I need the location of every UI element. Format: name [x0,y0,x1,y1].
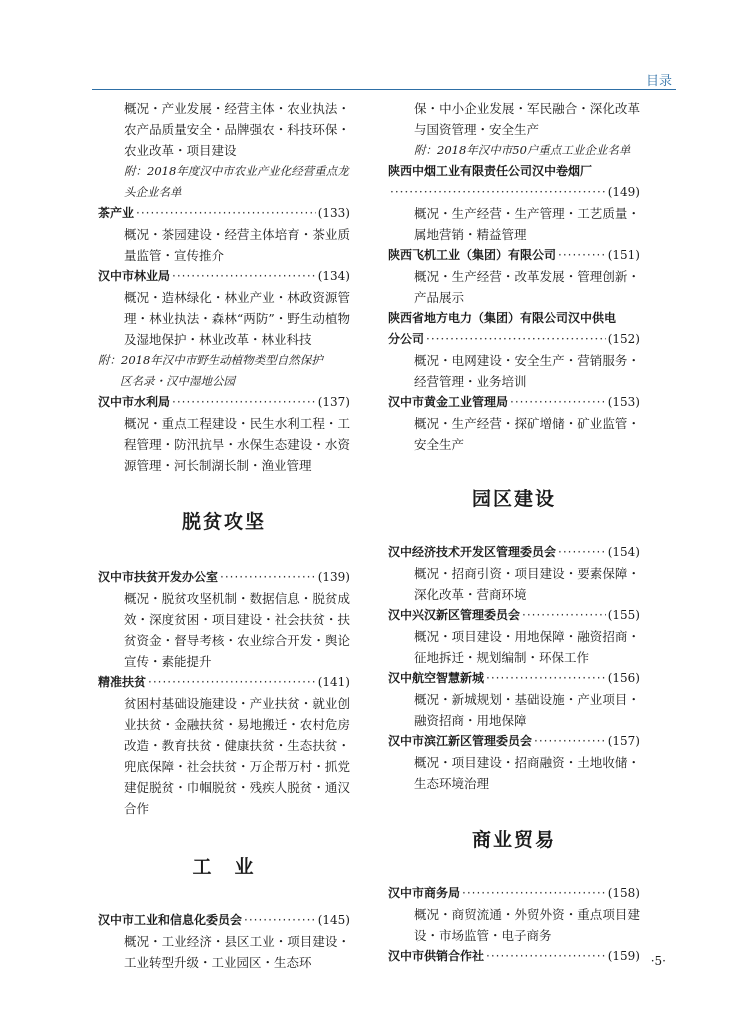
entry-title: 汉中市商务局 [388,886,461,900]
entry-page: (159) [607,949,640,963]
entry-title: 陕西省地方电力（集团）有限公司汉中供电 [388,311,617,325]
entry-page: (158) [607,886,640,900]
section-heading-poverty: 脱贫攻坚 [181,511,266,533]
toc-entry-industry-bureau[interactable] [98,910,350,931]
industry-continued-subtopics: 保・中小企业发展・军民融合・深化改革与国资管理・安全生产 [414,101,640,137]
tea-subtopics: 概况・茶园建设・经营主体培育・茶业质量监管・宣传推介 [124,227,350,263]
toc-entry-tobacco[interactable] [388,161,640,203]
entry-title: 陕西飞机工业（集团）有限公司 [388,248,557,262]
section-heading-trade: 商业贸易 [471,829,556,851]
toc-entry-water[interactable] [98,392,350,413]
toc-entry-forestry[interactable] [98,266,350,287]
leader-dots [558,245,606,266]
entry-title: 汉中市水利局 [98,395,171,409]
leader-dots [534,731,606,752]
water-subtopics: 概况・重点工程建设・民生水利工程・工程管理・防汛抗旱・水保生态建设・水资源管理・河长制湖长制・渔业管理 [124,416,350,473]
leader-dots [220,567,316,588]
entry-page: (141) [317,675,350,689]
entry-page: (149) [607,185,640,199]
agri-appendix-note: 附：2018年度汉中市农业产业化经营重点龙头企业名单 [124,164,349,199]
entry-page: (151) [607,248,640,262]
page-number: ·5· [650,954,666,968]
toc-entry-poverty-office[interactable] [98,567,350,588]
entry-page: (153) [607,395,640,409]
industry-bureau-subtopics: 概况・工业经济・县区工业・项目建设・工业转型升级・工业园区・生态环 [124,934,350,970]
toc-entry-gold[interactable] [388,392,640,413]
note-line-1: 附：2018年汉中市野生动植物类型自然保护 [98,353,323,367]
forestry-subtopics: 概况・造林绿化・林业产业・林政资源管理・林业执法・森林“两防”・野生动植物及湿地保护・林业改革・林业科技 [124,290,350,347]
leader-dots [390,182,606,203]
leader-dots [172,392,316,413]
leader-dots [244,910,316,931]
running-header-title: 目录 [645,74,672,89]
toc-entry-supply-coop[interactable] [388,946,640,967]
entry-page: (154) [607,545,640,559]
forestry-appendix-note [98,350,350,392]
entry-title: 精准扶贫 [98,675,147,689]
toc-column-right [388,98,640,967]
entry-title: 茶产业 [98,206,135,220]
xinghan-subtopics: 概况・项目建设・用地保障・融资招商・征地拆迁・规划编制・环保工作 [414,629,640,665]
toc-entry-binjiang[interactable] [388,731,640,752]
toc-entry-econ-zone[interactable] [388,542,640,563]
entry-page: (152) [607,332,640,346]
note-line-2: 区名录・汉中湿地公园 [120,374,235,388]
toc-column-left [98,98,350,973]
entry-title: 汉中市黄金工业管理局 [388,395,509,409]
leader-dots [486,668,606,689]
aviation-subtopics: 概况・新城规划・基础设施・产业项目・融资招商・用地保障 [414,692,640,728]
agri-subtopics: 概况・产业发展・经营主体・农业执法・农产品质量安全・品牌强农・科技环保・农业改革・项目建设 [124,101,350,158]
econ-zone-subtopics: 概况・招商引资・项目建设・要素保障・深化改革・营商环境 [414,566,640,602]
entry-page: (155) [607,608,640,622]
leader-dots [462,883,606,904]
entry-title: 汉中市供销合作社 [388,949,485,963]
leader-dots [522,605,606,626]
tobacco-subtopics: 概况・生产经营・生产管理・工艺质量・属地营销・精益管理 [414,206,640,242]
aircraft-subtopics: 概况・生产经营・改革发展・管理创新・产品展示 [414,269,640,305]
entry-title: 汉中市林业局 [98,269,171,283]
leader-dots [510,392,606,413]
leader-dots [148,672,316,693]
poverty-office-subtopics: 概况・脱贫攻坚机制・数据信息・脱贫成效・深度贫困・项目建设・社会扶贫・扶贫资金・督导考核・农业综合开发・舆论宣传・素能提升 [124,591,350,669]
entry-page: (133) [317,206,350,220]
header-rule [92,89,676,90]
power-subtopics: 概况・电网建设・安全生产・营销服务・经营管理・业务培训 [414,353,640,389]
gold-subtopics: 概况・生产经营・探矿增储・矿业监管・安全生产 [414,416,640,452]
industry-appendix-note: 附：2018年汉中市50户重点工业企业名单 [414,143,631,157]
toc-entry-tea[interactable] [98,203,350,224]
entry-title: 汉中市工业和信息化委员会 [98,913,243,927]
entry-page: (157) [607,734,640,748]
entry-title: 汉中航空智慧新城 [388,671,485,685]
precise-poverty-subtopics: 贫困村基础设施建设・产业扶贫・就业创业扶贫・金融扶贫・易地搬迁・农村危房改造・教育扶贫・健康扶贫・生态扶贫・兜底保障・社会扶贫・万企帮万村・抓党建促脱贫・巾帼脱贫・残疾人脱贫・通汉合作 [124,696,350,816]
toc-entry-aviation[interactable] [388,668,640,689]
leader-dots [172,266,316,287]
entry-page: (137) [317,395,350,409]
commerce-subtopics: 概况・商贸流通・外贸外资・重点项目建设・市场监管・电子商务 [414,907,640,943]
leader-dots [558,542,606,563]
entry-title: 汉中兴汉新区管理委员会 [388,608,521,622]
toc-entry-precise-poverty[interactable] [98,672,350,693]
section-heading-industry: 工 业 [192,856,256,878]
entry-page: (156) [607,671,640,685]
leader-dots [426,329,606,350]
toc-entry-aircraft[interactable] [388,245,640,266]
toc-entry-xinghan[interactable] [388,605,640,626]
entry-page: (139) [317,570,350,584]
entry-title: 汉中市滨江新区管理委员会 [388,734,533,748]
entry-page: (134) [317,269,350,283]
toc-entry-commerce[interactable] [388,883,640,904]
entry-page: (145) [317,913,350,927]
entry-title: 陕西中烟工业有限责任公司汉中卷烟厂 [388,164,593,178]
section-heading-parks: 园区建设 [471,488,556,510]
entry-title-cont: 分公司 [388,332,425,346]
binjiang-subtopics: 概况・项目建设・招商融资・土地收储・生态环境治理 [414,755,640,791]
leader-dots [486,946,606,967]
entry-title: 汉中市扶贫开发办公室 [98,570,219,584]
leader-dots [136,203,316,224]
entry-title: 汉中经济技术开发区管理委员会 [388,545,557,559]
toc-entry-power[interactable] [388,308,640,350]
